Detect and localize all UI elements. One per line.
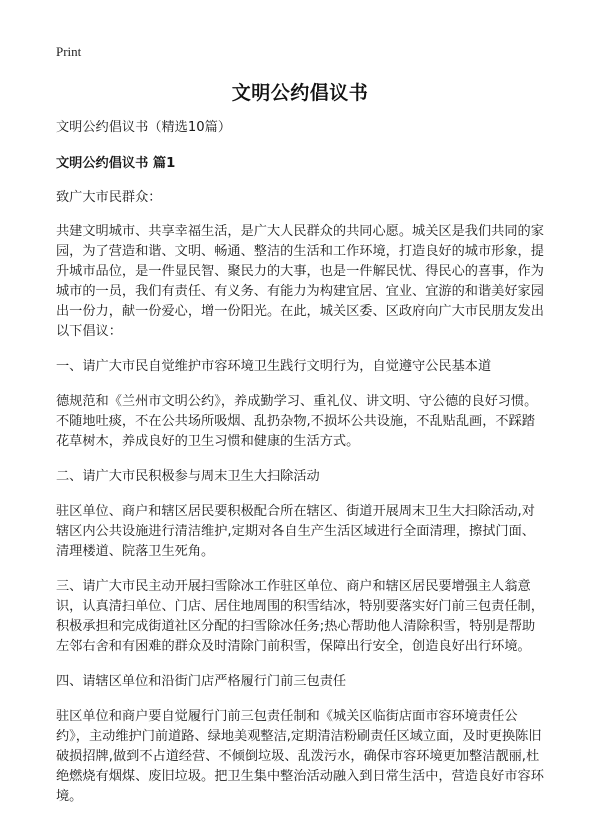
paragraph-item-2-body: 驻区单位、商户和辖区居民要积极配合所在辖区、街道开展周末卫生大扫除活动,对辖区内公共设施进行清洁维护,定期对各自生产生活区域进行全面清理，擦拭门面、清理楼道、院落卫生死角。 xyxy=(56,504,535,559)
print-link[interactable]: Print xyxy=(56,44,82,59)
paragraph-item-1-heading: 一、请广大市民自觉维护市容环境卫生践行文明行为，自觉遵守公民基本道 xyxy=(56,359,492,374)
paragraph-intro: 共建文明城市、共享幸福生活，是广大人民群众的共同心愿。城关区是我们共同的家园，为了营造和谐、文明、畅通、整洁的生活和工作环境，打造良好的城市形象，提升城市品位，是一件显民智、聚民力的大事，也是一件解民忧、得民心的喜事，作为城市的一员，我们有责任、有义务、有能力为构建宜居、宜业、宜游的和谐美好家园出一份力，献一份爱心，增一份阳光。在此，城关区委、区政府向广大市民朋友发出以下倡议： xyxy=(56,224,544,339)
paragraph-item-3: 三、请广大市民主动开展扫雪除冰工作驻区单位、商户和辖区居民要增强主人翁意识，认真清扫单位、门店、居住地周围的积雪结冰，特别要落实好门前三包责任制，积极承担和完成街道社区分配的扫雪除冰任务;热心帮助他人清除积雪，特别是帮助左邻右舍和有困难的群众及时清除门前积雪，保障出行安全，创造良好出行环境。 xyxy=(56,579,544,654)
document-title: 文明公约倡议书 xyxy=(231,82,369,104)
paragraph-item-1-body: 德规范和《兰州市文明公约》，养成勤学习、重礼仪、讲文明、守公德的良好习惯。不随地吐痰，不在公共场所吸烟、乱扔杂物,不损坏公共设施，不乱贴乱画，不踩踏花草树木，养成良好的卫生习惯和健康的生活方式。 xyxy=(56,394,538,449)
salutation: 致广大市民群众： xyxy=(56,190,162,205)
document-body xyxy=(56,118,548,822)
paragraph-item-2-heading: 二、请广大市民积极参与周末卫生大扫除活动 xyxy=(56,469,320,484)
paragraph-item-4-heading: 四、请辖区单位和沿街门店严格履行门前三包责任 xyxy=(56,674,347,689)
paragraph-item-4-body: 驻区单位和商户要自觉履行门前三包责任制和《城关区临街店面市容环境责任公约》，主动维护门前道路、绿地美观整洁,定期清洁粉刷责任区域立面，及时更换陈旧破损招牌,做到不占道经营、不倾倒垃圾、乱泼污水，确保市容环境更加整洁靓丽,杜绝燃烧有烟煤、废旧垃圾。把卫生集中整治活动融入到日常生活中，营造良好市容环境。 xyxy=(56,709,544,804)
document-subtitle: 文明公约倡议书（精选10篇） xyxy=(56,120,232,135)
section-heading: 文明公约倡议书 篇1 xyxy=(56,156,176,171)
